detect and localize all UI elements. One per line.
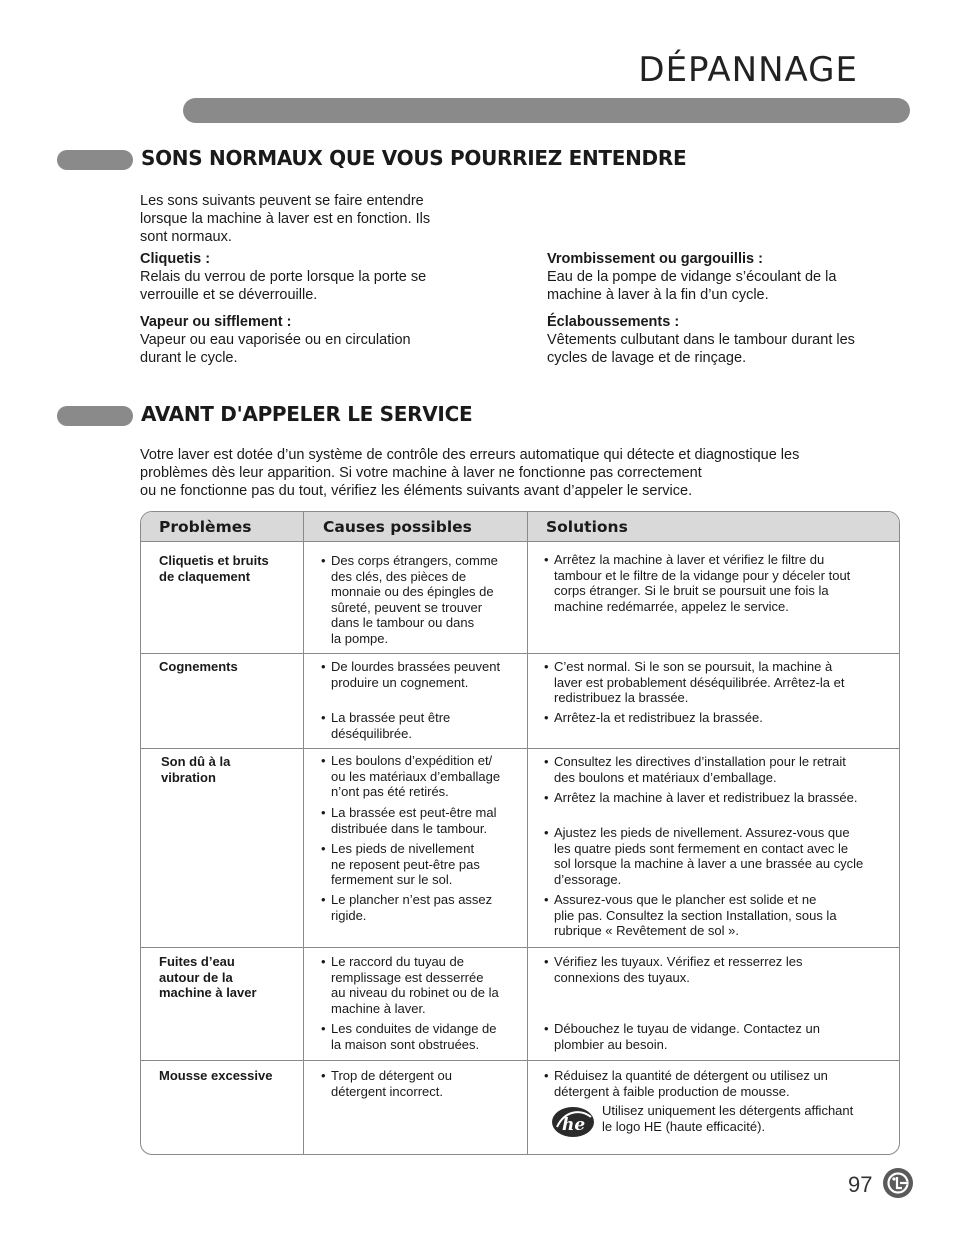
solution-item: • Réduisez la quantité de détergent ou utilisez un détergent à faible production de mousse. xyxy=(544,1068,899,1099)
sound-item-cliquetis: Cliquetis : Relais du verrou de porte lorsque la porte se verrouille et se déverrouille. xyxy=(140,251,427,303)
he-logo-icon xyxy=(551,1105,595,1139)
solution-item: • Vérifiez les tuyaux. Vérifiez et resserrez les connexions des tuyaux. xyxy=(544,954,899,985)
solution-item: • Arrêtez la machine à laver et redistribuez la brassée. xyxy=(544,790,899,806)
section2-intro: Votre laver est dotée d’un système de contrôle des erreurs automatique qui détecte et diagnostique les problèmes dès leur apparition. Si votre machine à laver ne fonctionne pas correctement ou ne fonctionne pas du tout, vérifiez les éléments suivants avant d’appeler le service. xyxy=(140,447,800,499)
section-heading-normal-sounds: SONS NORMAUX QUE VOUS POURRIEZ ENTENDRE xyxy=(141,146,687,170)
section1-intro: Les sons suivants peuvent se faire entendre lorsque la machine à laver est en fonction. Ils sont normaux. xyxy=(140,193,431,245)
solution-item: • Assurez-vous que le plancher est solide et ne plie pas. Consultez la section Installation, sous la rubrique « Revêtement de sol ». xyxy=(544,892,899,939)
page-title: DÉPANNAGE xyxy=(638,50,858,90)
row-divider xyxy=(141,748,899,749)
problem-cell: Cognements xyxy=(159,659,238,674)
problem-cell: Fuites d’eau autour de la machine à laver xyxy=(159,954,257,1001)
troubleshooting-table xyxy=(140,511,900,1155)
section-pill xyxy=(57,150,133,170)
row-divider xyxy=(141,947,899,948)
solution-item: • Arrêtez-la et redistribuez la brassée. xyxy=(544,710,899,726)
cause-item: • De lourdes brassées peuvent produire un cognement. xyxy=(321,659,521,690)
header-problems: Problèmes xyxy=(159,518,252,536)
cause-item: • Les conduites de vidange de la maison sont obstruées. xyxy=(321,1021,521,1052)
sound-item-eclaboussements: Éclaboussements : Vêtements culbutant dans le tambour durant les cycles de lavage et de rinçage. xyxy=(547,314,855,366)
cause-item: • Le raccord du tuyau de remplissage est desserrée au niveau du robinet ou de la machine à laver. xyxy=(321,954,521,1016)
cause-item: • La brassée est peut-être mal distribuée dans le tambour. xyxy=(321,805,521,836)
row-divider xyxy=(141,653,899,654)
column-divider xyxy=(303,512,304,1154)
title-bar xyxy=(183,98,910,123)
solution-item: • Arrêtez la machine à laver et vérifiez le filtre du tambour et le filtre de la vidange pour y déceler tout corps étranger. Si le bruit se poursuit une fois la machine redémarrée, appelez le service. xyxy=(544,552,899,614)
lg-logo-icon xyxy=(882,1167,914,1199)
table-header xyxy=(141,512,899,542)
header-solutions: Solutions xyxy=(546,518,628,536)
solution-item: • C’est normal. Si le son se poursuit, la machine à laver est probablement déséquilibrée. Arrêtez-la et redistribuez la brassée. xyxy=(544,659,899,706)
section-pill xyxy=(57,406,133,426)
problem-cell: Cliquetis et bruits de claquement xyxy=(159,553,269,584)
problem-cell: Mousse excessive xyxy=(159,1068,273,1083)
section-heading-before-service: AVANT D'APPELER LE SERVICE xyxy=(141,402,473,426)
cause-item: • Trop de détergent ou détergent incorrect. xyxy=(321,1068,521,1099)
sound-item-vrombissement: Vrombissement ou gargouillis : Eau de la pompe de vidange s’écoulant de la machine à laver à la fin d’un cycle. xyxy=(547,251,837,303)
svg-text:he: he xyxy=(562,1115,586,1135)
cause-item: • Le plancher n’est pas assez rigide. xyxy=(321,892,521,923)
cause-item: • Les boulons d’expédition et/ ou les matériaux d’emballage n’ont pas été retirés. xyxy=(321,753,521,800)
cause-item: • La brassée peut être déséquilibrée. xyxy=(321,710,521,741)
cause-item: • Des corps étrangers, comme des clés, des pièces de monnaie ou des épingles de sûreté, peuvent se trouver dans le tambour ou dans la pompe. xyxy=(321,553,521,647)
page-number: 97 xyxy=(848,1172,873,1197)
sound-item-vapeur: Vapeur ou sifflement : Vapeur ou eau vaporisée ou en circulation durant le cycle. xyxy=(140,314,411,366)
solution-item: • Débouchez le tuyau de vidange. Contactez un plombier au besoin. xyxy=(544,1021,899,1052)
he-note: Utilisez uniquement les détergents affichant le logo HE (haute efficacité). xyxy=(602,1103,854,1134)
solution-item: • Consultez les directives d’installation pour le retrait des boulons et matériaux d’emballage. xyxy=(544,754,899,785)
column-divider xyxy=(527,512,528,1154)
problem-cell: Son dû à la vibration xyxy=(161,754,231,785)
header-causes: Causes possibles xyxy=(323,518,472,536)
row-divider xyxy=(141,1060,899,1061)
solution-item: • Ajustez les pieds de nivellement. Assurez-vous que les quatre pieds sont fermement en contact avec le sol lorsque la machine à laver a une brassée au cycle d’essorage. xyxy=(544,825,899,887)
cause-item: • Les pieds de nivellement ne reposent peut-être pas fermement sur le sol. xyxy=(321,841,521,888)
